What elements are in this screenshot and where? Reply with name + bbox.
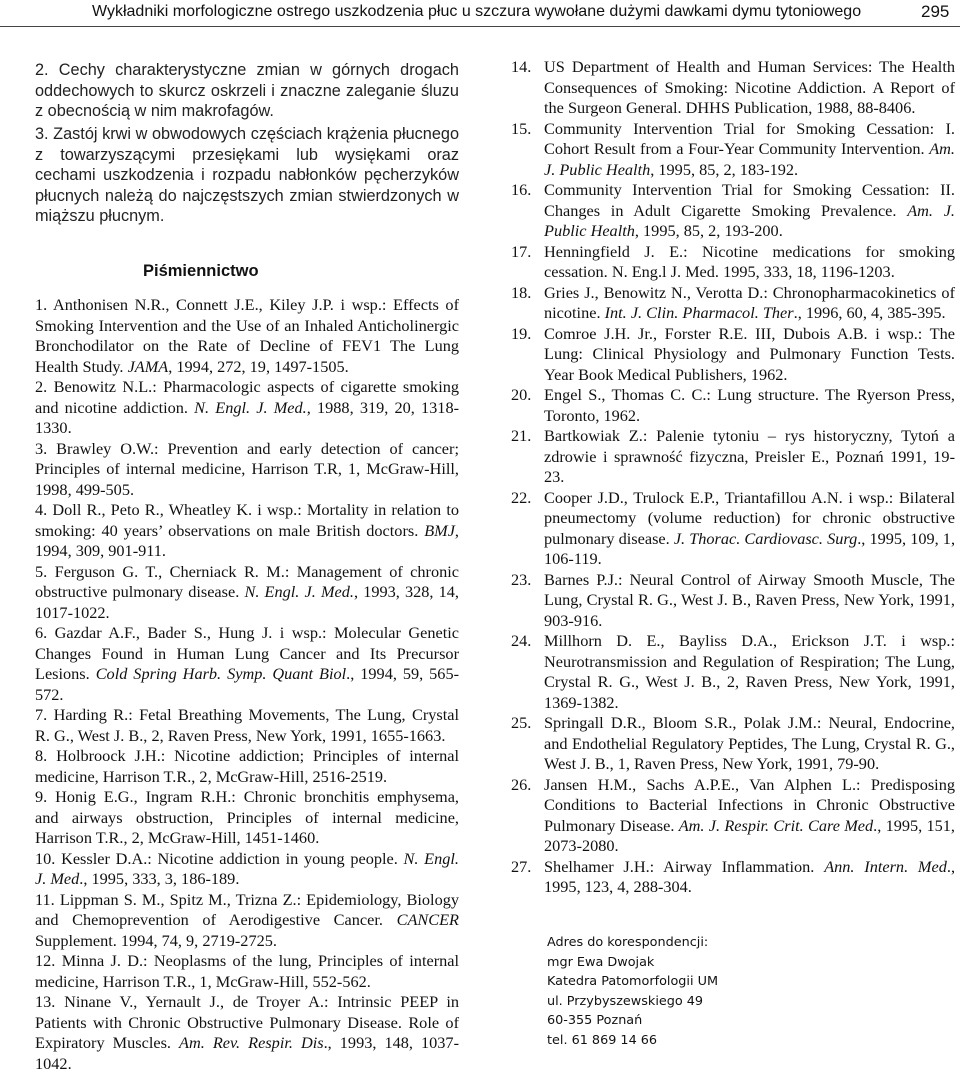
reference-item	[35, 623, 459, 705]
reference-number: 4.	[35, 500, 48, 519]
contact-street: ul. Przybyszewskiego 49	[547, 993, 704, 1009]
reference-text	[544, 57, 955, 117]
reference-item	[35, 377, 459, 439]
reference-number: 16.	[511, 180, 532, 199]
reference-item	[35, 787, 459, 849]
reference-number: 9.	[35, 787, 48, 806]
reference-citation-details: ., 1993, 148, 1037-1042.	[35, 1033, 459, 1073]
reference-citation-details: , 1995, 85, 2, 183-192.	[650, 159, 799, 179]
reference-main-text: US Department of Health and Human Services: The Health Consequences of Smoking: Nicotine Addiction. A Report of the Surgeon General. DHHS Publication, 1988, 88-8406.	[544, 57, 955, 117]
reference-item	[35, 705, 459, 746]
reference-text	[35, 562, 459, 622]
reference-text	[35, 849, 459, 889]
reference-main-text: Barnes P.J.: Neural Control of Airway Smooth Muscle, The Lung, Crystal R. G., West J. B., Raven Press, New York, 1991, 903-916.	[544, 569, 955, 630]
reference-text	[35, 705, 459, 745]
reference-main-text: Benowitz N.L.: Pharmacologic aspects of cigarette smoking and nicotine addiction.	[35, 377, 460, 417]
reference-main-text: Engel S., Thomas C. C.: Lung structure. The Ryerson Press, Toronto, 1962.	[544, 385, 955, 425]
reference-citation-details: , 1993, 328, 14, 1017-1022.	[35, 582, 460, 622]
reference-number: 22.	[511, 487, 532, 507]
reference-main-text: Harding R.: Fetal Breathing Movements, The Lung, Crystal R. G., West J. B., 2, Raven Press, New York, 1991, 1655-1663.	[35, 705, 459, 745]
reference-citation-details: ., 1994, 59, 565-572.	[35, 664, 460, 704]
reference-citation-details: , 1994, 272, 19, 1497-1505.	[168, 356, 349, 376]
reference-main-text: Community Intervention Trial for Smoking Cessation: II. Changes in Adult Cigarette Smoking Prevalence.	[544, 180, 955, 220]
reference-citation-details: , 1988, 319, 20, 1318-1330.	[35, 397, 459, 437]
reference-text	[544, 385, 955, 425]
reference-number: 18.	[511, 282, 532, 302]
reference-journal: Int. J. Clin. Pharmacol. Ther	[604, 303, 794, 322]
reference-main-text: Comroe J.H. Jr., Forster R.E. III, Dubois A.B. i wsp.: The Lung: Clinical Physiology and Pulmonary Function Tests. Year Book Medical Publishers, 1962.	[544, 323, 955, 384]
contact-phone: tel. 61 869 14 66	[547, 1032, 658, 1048]
reference-journal: Cold Spring Harb. Symp. Quant Biol	[95, 664, 347, 683]
reference-citation-details: ., 1995, 109, 1, 106-119.	[544, 528, 956, 568]
reference-item	[511, 180, 955, 242]
reference-number: 26.	[511, 774, 532, 794]
conclusion-paragraph-3: 3. Zastój krwi w obwodowych częściach krążenia płucnego z towarzyszącymi przesiękami lub wysiękami oraz cechami uszkodzenia i rozpadu nabłonków pęcherzyków płucnych należą do najczęstszych zmian stwierdzonych w miąższu płucnym.	[35, 125, 459, 225]
reference-number: 12.	[35, 951, 56, 970]
reference-text	[35, 439, 459, 499]
reference-number: 19.	[511, 323, 532, 343]
reference-text	[544, 775, 955, 856]
contact-heading: Adres do korespondencji:	[547, 935, 709, 950]
reference-number: 25.	[511, 713, 532, 732]
reference-number: 11.	[35, 889, 55, 909]
reference-main-text: Ninane V., Yernault J., de Troyer A.: Intrinsic PEEP in Patients with Chronic Obstructive Pulmonary Disease. Role of Expiratory Muscles.	[35, 992, 459, 1052]
page-number: 295	[921, 2, 950, 21]
contact-name: mgr Ewa Dwojak	[547, 954, 655, 970]
reference-main-text: Bartkowiak Z.: Palenie tytoniu – rys historyczny, Tytoń a zdrowie i sprawność fizyczna, Preisler E., Poznań 1991, 19-23.	[544, 426, 955, 486]
reference-citation-details: ., 1996, 60, 4, 385-395.	[793, 303, 946, 322]
reference-item	[511, 775, 955, 857]
reference-main-text: Doll R., Peto R., Wheatley K. i wsp.: Mortality in relation to smoking: 40 years’ observations on male British doctors.	[35, 500, 459, 540]
reference-text	[35, 377, 459, 437]
reference-journal: N. Engl. J. Med.	[244, 582, 354, 601]
reference-text	[544, 283, 955, 323]
reference-main-text: Ferguson G. T., Cherniack R. M.: Management of chronic obstructive pulmonary disease.	[35, 561, 459, 601]
reference-text	[544, 488, 955, 569]
reference-item	[511, 57, 955, 119]
reference-journal: BMJ	[424, 520, 455, 540]
reference-number: 2.	[35, 377, 48, 396]
reference-item	[511, 283, 955, 324]
reference-text	[35, 623, 459, 704]
reference-text	[544, 426, 955, 486]
reference-number: 20.	[511, 385, 532, 404]
reference-journal: Am. J. Public Health	[544, 200, 955, 240]
contact-department: Katedra Patomorfologii UM	[547, 974, 719, 990]
reference-journal: Am. J. Public Health	[544, 139, 955, 179]
reference-number: 14.	[511, 57, 532, 76]
reference-main-text: Brawley O.W.: Prevention and early detection of cancer; Principles of internal medicine, Harrison T.R, 1, McGraw-Hill, 1998, 499-505.	[35, 438, 459, 499]
reference-item	[35, 562, 459, 624]
reference-main-text: Henningfield J. E.: Nicotine medications for smoking cessation. N. Eng.l J. Med. 1995, 333, 18, 1196-1203.	[544, 241, 955, 281]
reference-text	[35, 992, 459, 1073]
reference-item	[511, 119, 955, 181]
reference-text	[544, 119, 955, 179]
reference-main-text: Millhorn D. E., Bayliss D.A., Erickson J.T. i wsp.: Neurotransmission and Regulation of Respiration; The Lung, Crystal R. G., West J. B., 2, Raven Press, New York, 1991, 1369-1382.	[544, 631, 955, 712]
reference-journal: JAMA	[127, 356, 169, 376]
correspondence-address	[547, 933, 718, 1051]
reference-main-text: Gazdar A.F., Bader S., Hung J. i wsp.: Molecular Genetic Changes Found in Human Lung Cancer and Its Precursor Lesions.	[35, 623, 459, 683]
conclusion-paragraph-2: 2. Cechy charakterystyczne zmian w górnych drogach oddechowych to skurcz oskrzeli i znaczne zaleganie śluzu z obecnością w nim makrofagów.	[35, 61, 459, 120]
reference-citation-details: , 1995, 85, 2, 193-200.	[634, 221, 783, 240]
reference-number: 17.	[511, 241, 532, 261]
reference-citation-details: Supplement. 1994, 74, 9, 2719-2725.	[35, 930, 277, 950]
reference-item	[511, 426, 955, 488]
reference-item	[511, 570, 955, 632]
reference-main-text: Community Intervention Trial for Smoking Cessation: I. Cohort Result from a Four-Year Community Intervention.	[544, 118, 955, 158]
running-header	[0, 0, 960, 27]
reference-number: 27.	[511, 856, 532, 876]
reference-item	[511, 242, 955, 283]
contact-city: 60-355 Poznań	[547, 1013, 643, 1029]
reference-number: 1.	[35, 295, 48, 314]
reference-citation-details: ., 1995, 333, 3, 186-189.	[79, 869, 240, 888]
reference-item	[35, 992, 459, 1074]
reference-text	[544, 242, 955, 282]
reference-main-text: Gries J., Benowitz N., Verotta D.: Chronopharmacokinetics of nicotine.	[544, 282, 955, 322]
reference-main-text: Lippman S. M., Spitz M., Trizna Z.: Epidemiology, Biology and Chemoprevention of Aerodigestive Cancer.	[35, 889, 459, 929]
reference-number: 3.	[35, 438, 48, 458]
reference-item	[35, 849, 459, 890]
reference-main-text: Honig E.G., Ingram R.H.: Chronic bronchitis emphysema, and airways obstruction, Principles of internal medicine, Harrison T.R., 2, McGraw-Hill, 1451-1460.	[35, 787, 459, 847]
reference-main-text: Holbroock J.H.: Nicotine addiction; Principles of internal medicine, Harrison T.R., 2, McGraw-Hill, 2516-2519.	[35, 746, 460, 786]
reference-text	[544, 713, 955, 773]
reference-main-text: Minna J. D.: Neoplasms of the lung, Principles of internal medicine, Harrison T.R., 1, McGraw-Hill, 552-562.	[35, 951, 460, 991]
reference-main-text: Springall D.R., Bloom S.R., Polak J.M.: Neural, Endocrine, and Endothelial Regulatory Peptides, The Lung, Crystal R. G., West J. B., 1, Raven Press, New York, 1991, 79-90.	[544, 713, 955, 773]
reference-text	[544, 180, 955, 240]
reference-item	[35, 500, 459, 562]
reference-item	[511, 324, 955, 386]
references-heading: Piśmiennictwo	[143, 262, 259, 280]
reference-text	[35, 746, 459, 786]
reference-journal: CANCER	[396, 910, 459, 929]
reference-item	[511, 385, 955, 426]
reference-number: 6.	[35, 623, 48, 642]
reference-journal: Am. J. Respir. Crit. Care Med	[678, 815, 874, 835]
reference-main-text: Shelhamer J.H.: Airway Inflammation.	[544, 856, 825, 876]
reference-number: 5.	[35, 561, 48, 581]
reference-item	[35, 295, 459, 377]
reference-item	[511, 631, 955, 713]
reference-main-text: Anthonisen N.R., Connett J.E., Kiley J.P. i wsp.: Effects of Smoking Intervention and the Use of an Inhaled Anticholinergic Bronchodilator on the Rate of Decline of FEV1 The Lung Health Study.	[35, 295, 459, 376]
reference-number: 7.	[35, 705, 48, 724]
reference-main-text: Cooper J.D., Trulock E.P., Triantafillou A.N. i wsp.: Bilateral pneumectomy (volume reduction) for chronic obstructive pulmonary disease.	[544, 487, 955, 548]
reference-item	[35, 746, 459, 787]
reference-item	[511, 713, 955, 775]
reference-text	[544, 631, 955, 712]
reference-text	[35, 951, 459, 991]
reference-number: 10.	[35, 848, 56, 868]
references-list-left	[35, 295, 459, 1074]
reference-citation-details: , 1994, 309, 901-911.	[35, 520, 459, 560]
reference-number: 23.	[511, 569, 532, 589]
reference-number: 21.	[511, 426, 532, 445]
reference-number: 13.	[35, 992, 56, 1011]
reference-item	[35, 951, 459, 992]
reference-item	[511, 857, 955, 898]
reference-number: 15.	[511, 118, 532, 138]
reference-text	[35, 890, 459, 950]
reference-text	[35, 787, 459, 847]
reference-text	[544, 324, 955, 384]
reference-text	[544, 857, 955, 897]
reference-citation-details: ., 1995, 151, 2073-2080.	[544, 815, 955, 855]
reference-number: 8.	[35, 746, 48, 765]
reference-journal: Ann. Intern. Med	[824, 856, 947, 876]
running-title: Wykładniki morfologiczne ostrego uszkodzenia płuc u szczura wywołane dużymi dawkami dymu tytoniowego	[92, 3, 862, 20]
reference-text	[35, 295, 459, 376]
reference-citation-details: ., 1995, 123, 4, 288-304.	[544, 856, 956, 896]
reference-number: 24.	[511, 631, 532, 650]
reference-item	[35, 890, 459, 952]
reference-item	[35, 439, 459, 501]
reference-text	[544, 570, 955, 630]
reference-journal: N. Engl. J. Med.	[194, 397, 307, 417]
reference-main-text: Kessler D.A.: Nicotine addiction in young people.	[61, 848, 404, 868]
reference-text	[35, 500, 459, 560]
reference-journal: Am. Rev. Respir. Dis	[179, 1033, 324, 1052]
references-list-right	[511, 57, 955, 898]
reference-journal: N. Engl. J. Med	[35, 848, 460, 888]
reference-main-text: Jansen H.M., Sachs A.P.E., Van Alphen L.: Predisposing Conditions to Bacterial Infections in Chronic Obstructive Pulmonary Disease.	[544, 774, 955, 835]
reference-item	[511, 488, 955, 570]
reference-journal: J. Thorac. Cardiovasc. Surg	[673, 528, 858, 548]
